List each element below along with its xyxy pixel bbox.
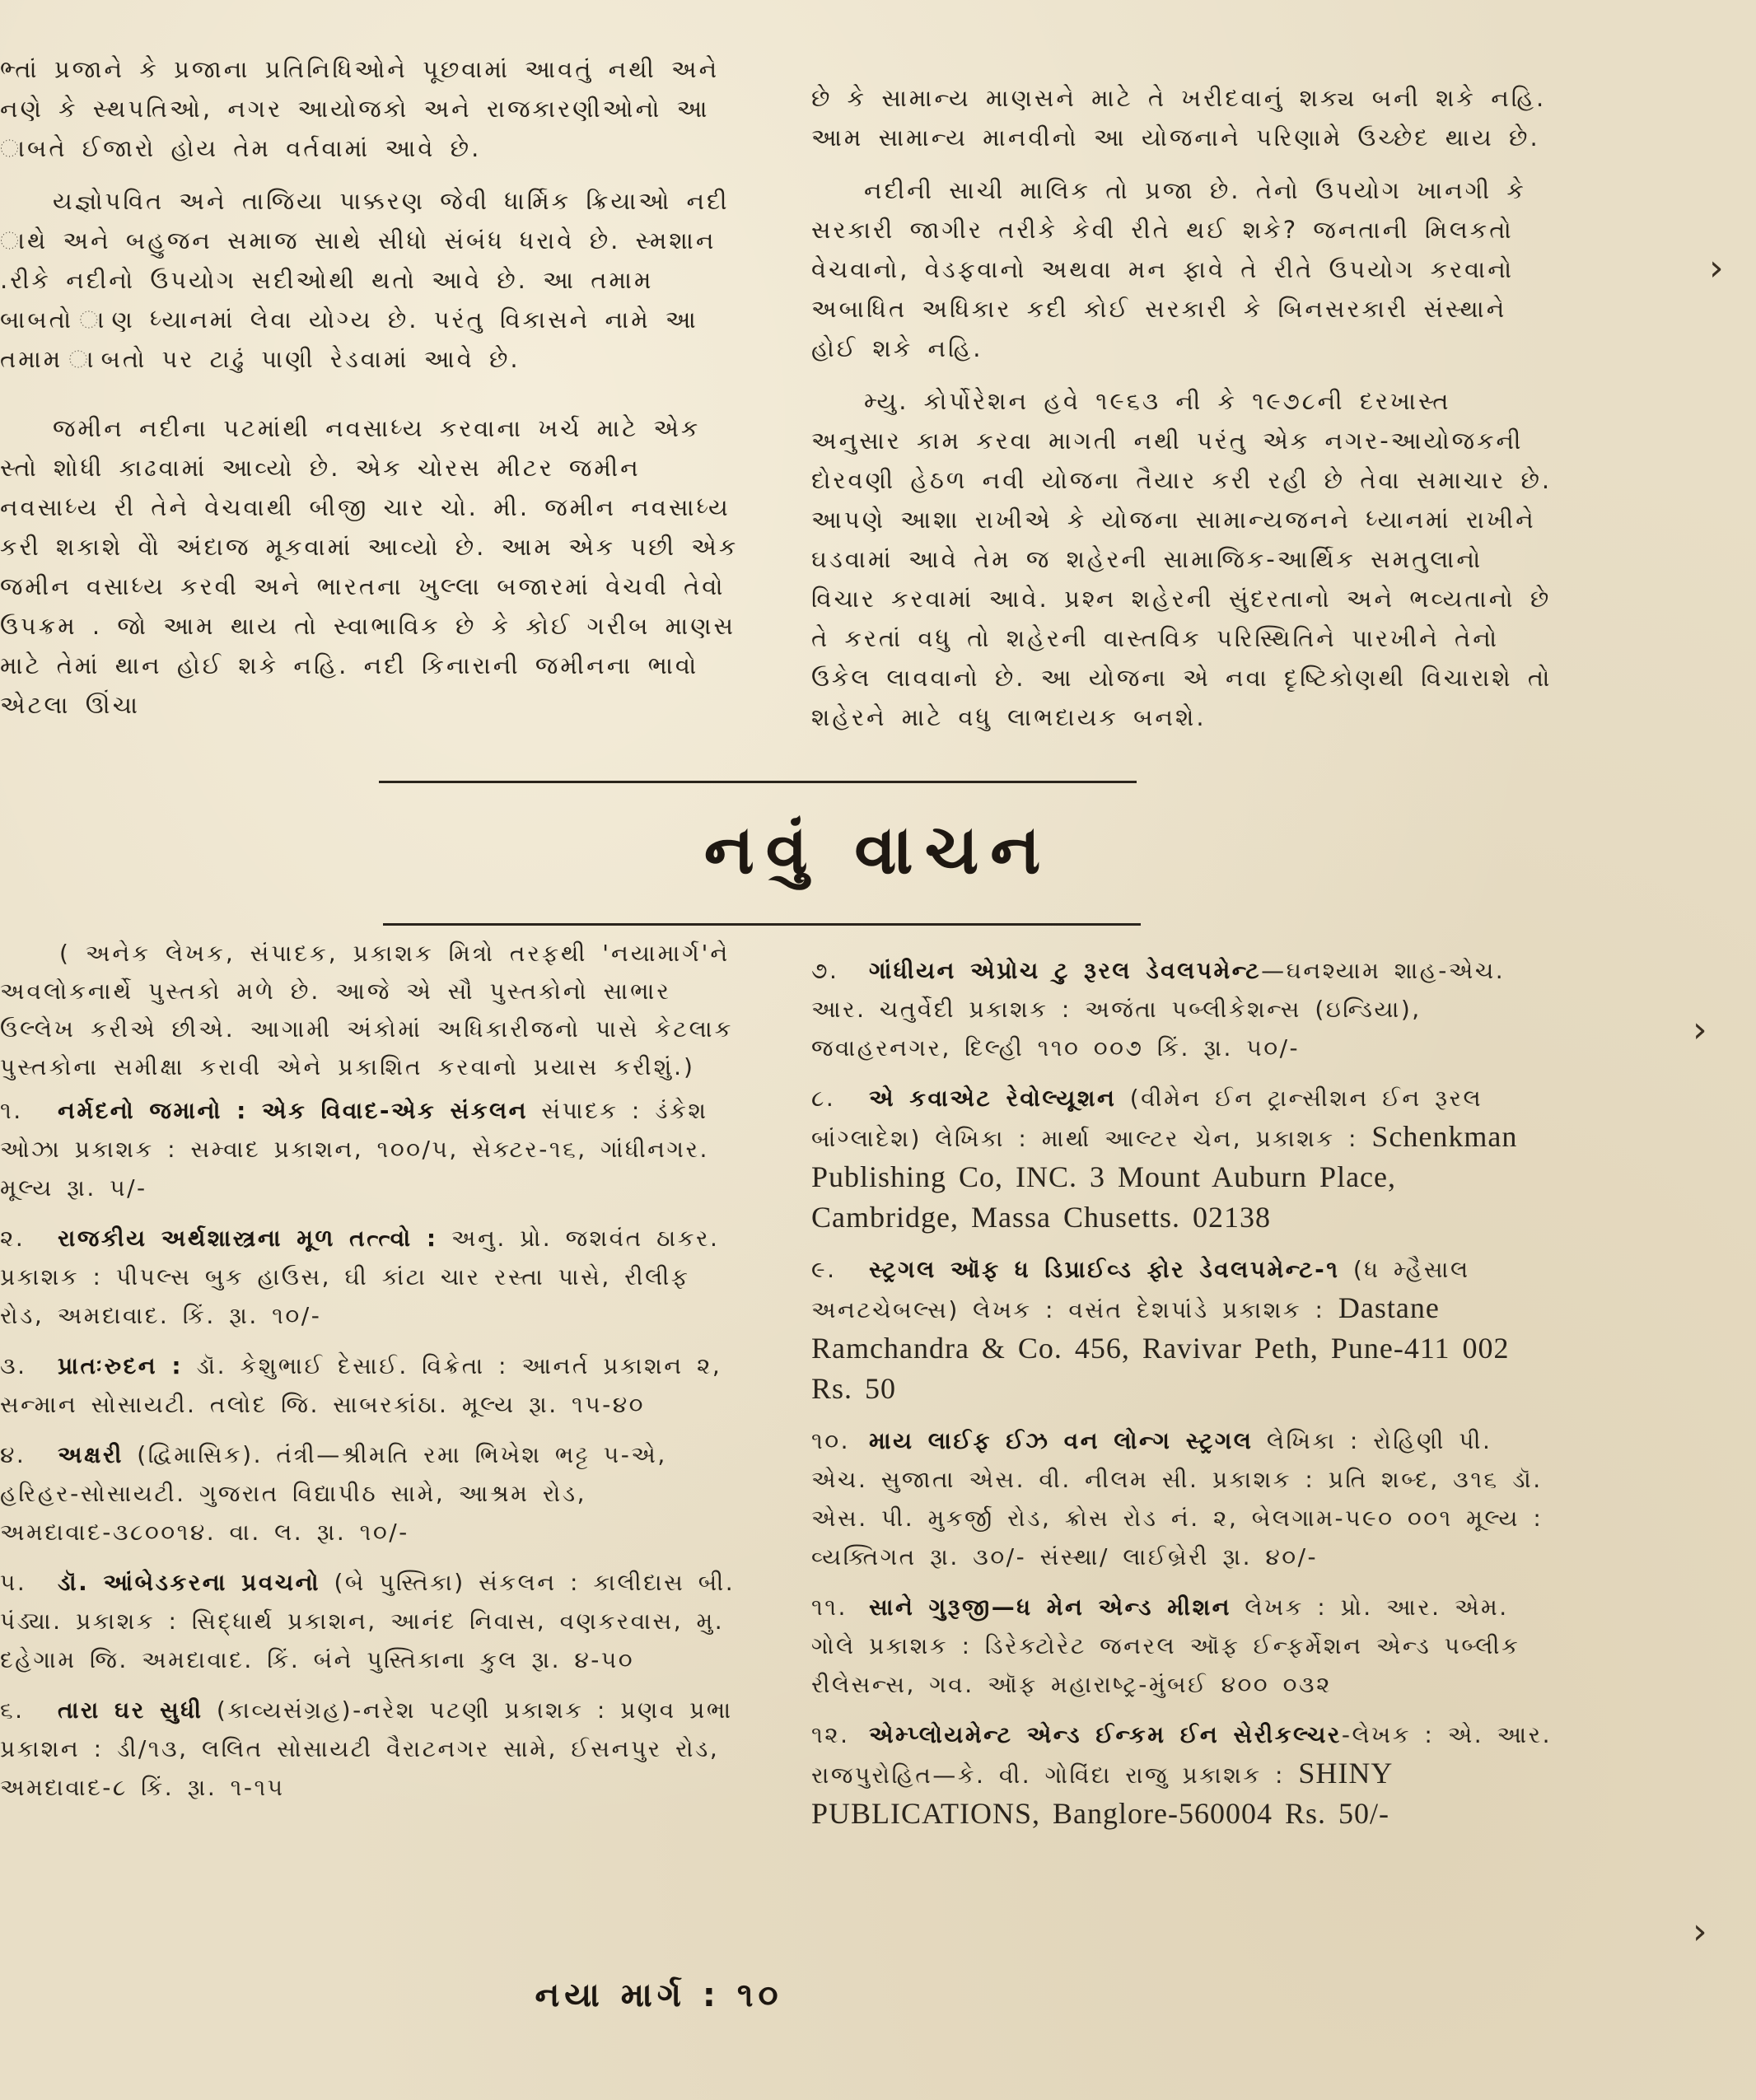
article-paragraph: જમીન નદીના પટમાંથી નવસાધ્ય કરવાના ખર્ચ માટે એક સ્તો શોધી કાઢવામાં આવ્યો છે. એક ચોરસ મીટર જમીન નવસાધ્ય રી તેને વેચવાથી બીજી ચાર ચો. મી. જમીન નવસાધ્ય કરી શકાશે વેો અંદાજ મૂકવામાં આવ્યો છે. આમ એક પછી એક જમીન વસાધ્ય કરવી અને ભારતના ખુલ્લા બજારમાં વેચવી તેવો ઉપક્રમ . જો આમ થાય તો સ્વાભાવિક છે કે કોઈ ગરીબ માણસ માટે તેમાં થાન હોઈ શકે નહિ. નદી કિનારાની જમીનના ભાવો એટલા ઊંચા [0,414,739,719]
article-right-column [811,78,1553,750]
book-details: અનુ. પ્રો. જશવંત ઠાકર. પ્રકાશક : પીપલ્સ બુક હાઉસ, ઘી કાંટા ચાર રસ્તા પાસે, રીલીફ રોડ, અમદાવાદ. કિં. રૂા. ૧૦/- [0,1225,720,1329]
book-entry [811,1715,1553,1835]
entry-number: ૧૨. [811,1721,850,1748]
book-title: રાજકીય અર્થશાસ્ત્રના મૂળ તત્ત્વો : [58,1225,438,1252]
entry-number: ૯. [811,1256,837,1283]
book-details: -લેખક : એ. આર. રાજપુરોહિત—કે. વી. ગોવિંદા રાજુ પ્રકાશક : [811,1721,1553,1789]
book-entry [0,1091,741,1207]
book-title: સાને ગુરૂજી—ધ મેન એન્ડ મીશન [869,1594,1232,1621]
entry-number: ૩. [0,1352,27,1379]
entry-number: ૮. [811,1085,836,1112]
book-title: ડૉ. આંબેડકરના પ્રવચનો [58,1569,321,1596]
book-title: એ કવાએટ રેવોલ્યૂશન [869,1085,1117,1112]
book-title: એમ્પ્લોયમેન્ટ એન્ડ ઈન્કમ ઈન સેરીકલ્ચર [869,1721,1342,1748]
publisher-address: Dastane Ramchandra & Co. 456, Ravivar Peth, Pune-411 002 Rs. 50 [811,1291,1510,1405]
book-entry [811,951,1553,1067]
book-details: (દ્વિમાસિક). તંત્રી—શ્રીમતિ રમા ભિખેશ ભટ્ટ ૫-એ, હરિહર-સોસાયટી. ગુજરાત વિદ્યાપીઠ સામે, આશ્રમ રોડ, અમદાવાદ-૩૮૦૦૧૪. વા. લ. રૂા. ૧૦/- [0,1441,667,1546]
intro-text: ( અનેક લેખક, સંપાદક, પ્રકાશક મિત્રો તરફથી 'નયામાર્ગ'ને અવલોકનાર્થે પુસ્તકો મળે છે. આજે એ સૌ પુસ્તકોનો સાભાર ઉલ્લેખ કરીએ છીએ. આગામી અંકોમાં અધિકારીજનો પાસે કેટલાક પુસ્તકોના સમીક્ષા કરાવી એને પ્રકાશિત કરવાનો પ્રયાસ કરીશું.) [0,940,734,1080]
book-entry [811,1588,1553,1704]
article-paragraph: ભ્તાં પ્રજાને કે પ્રજાના પ્રતિનિધિઓને પૂછવામાં આવતું નથી અને નણે કે સ્થપતિઓ, નગર આયોજકો અને રાજકારણીઓનો આ ાબતે ઈજારો હોય તેમ વર્તવામાં આવે છે. [0,55,720,162]
book-details: લેખક : પ્રો. આર. એમ. ગોલે પ્રકાશક : ડિરેક્ટોરેટ જનરલ ઑફ ઈન્ફર્મેશન એન્ડ પબ્લીક રીલેસન્સ, ગવ. ઑફ મહારાષ્ટ્ર-મુંબઈ ૪૦૦ ૦૩૨ [811,1594,1520,1698]
book-title: પ્રાતઃરુદન : [58,1352,184,1379]
book-title: નર્મદનો જમાનો : એક વિવાદ-એક સંકલન [58,1097,528,1124]
book-details: —ઘનશ્યામ શાહ-એચ. આર. ચતુર્વેદી પ્રકાશક : અજંતા પબ્લીકેશન્સ (ઇન્ડિયા), જવાહરનગર, દિલ્હી ૧૧૦ ૦૦૭ કિં. રૂા. ૫૦/- [811,957,1506,1062]
book-list-left [0,935,741,1818]
book-title: માય લાઈફ ઈઝ વન લોન્ગ સ્ટ્રગલ [869,1427,1254,1454]
book-title: અક્ષરી [58,1441,124,1468]
book-entry [0,1346,741,1424]
book-details: (ધ મ્હૈસાલ અનટચેબલ્સ) લેખક : વસંત દેશપાંડે પ્રકાશક : [811,1256,1470,1323]
margin-wear-mark: › [1693,1009,1707,1051]
book-title: ગાંધીયન એપ્રોચ ટુ રૂરલ ડેવલપમેન્ટ [869,957,1262,984]
book-details: (વીમેન ઈન ટ્રાન્સીશન ઈન રૂરલ બાંગ્લાદેશ) લેખિકા : માર્થા આલ્ટર ચેન, પ્રકાશક : [811,1085,1483,1152]
book-entry [0,1563,741,1679]
margin-wear-mark: › [1693,1911,1707,1953]
book-details: લેખિકા : રોહિણી પી. એચ. સુજાતા એસ. વી. નીલમ સી. પ્રકાશક : પ્રતિ શબ્દ, ૩૧૬ ડૉ. એસ. પી. મુકર્જી રોડ, ક્રોસ રોડ નં. ૨, બેલગામ-૫૯૦ ૦૦૧ મૂલ્ય : વ્યક્તિગત રૂા. ૩૦/- સંસ્થા/ લાઈબ્રેરી રૂા. ૪૦/- [811,1427,1544,1570]
book-details: ડૉ. કેશુભાઈ દેસાઈ. વિક્રેતા : આનર્ત પ્રકાશન ૨, સન્માન સોસાયટી. તલોદ જિ. સાબરકાંઠા. મૂલ્ય રૂા. ૧૫-૪૦ [0,1352,722,1418]
divider-rule [383,923,1141,926]
section-title: નવું વાચન [703,811,1053,889]
book-title: તારા ઘર સુધી [58,1696,203,1724]
intro-note [0,935,741,1086]
entry-number: ૪. [0,1441,26,1468]
page-footer: નયા માર્ગ : ૧૦ [535,1976,783,2014]
article-paragraph: યજ્ઞોપવિત અને તાજિયા પાક્કરણ જેવી ધાર્મિક ક્રિયાઓ નદી ાથે અને બહુજન સમાજ સાથે સીધો સંબંધ ધરાવે છે. સ્મશાન .રીકે નદીનો ઉપયોગ સદીઓથી થતો આવે છે. આ તમામ બાબતો ાણ ધ્યાનમાં લેવા યોગ્ય છે. પરંતુ વિકાસને નામે આ તમામ ાબતો પર ટાઢું પાણી રેડવામાં આવે છે. [0,187,730,373]
entry-number: ૧૦. [811,1427,850,1454]
book-entry [0,1435,741,1552]
article-paragraph: છે કે સામાન્ય માણસને માટે તે ખરીદવાનું શક્ય બની શકે નહિ. આમ સામાન્ય માનવીનો આ યોજનાને પરિણામે ઉચ્છેદ થાય છે. [811,84,1547,152]
article-paragraph: મ્યુ. કોર્પોરેશન હવે ૧૯૬૩ ની કે ૧૯૭૮ની દરખાસ્ત અનુસાર કામ કરવા માગતી નથી પરંતુ એક નગર-આયોજકની દોરવણી હેઠળ નવી યોજના તૈયાર કરી રહી છે તેવા સમાચાર છે. આપણે આશા રાખીએ કે યોજના સામાન્યજનને ધ્યાનમાં રાખીને ઘડવામાં આવે તેમ જ શહેરની સામાજિક-આર્થિક સમતુલાનો વિચાર કરવામાં આવે. પ્રશ્ન શહેરની સુંદરતાનો અને ભવ્યતાનો છે તે કરતાં વધુ તો શહેરની વાસ્તવિક પરિસ્થિતિને પારખીને તેનો ઉકેલ લાવવાનો છે. આ યોજના એ નવા દૃષ્ટિકોણથી વિચારાશે તો શહેરને માટે વધુ લાભદાયક બનશે. [811,387,1553,731]
publisher-address: SHINY PUBLICATIONS, Banglore-560004 Rs. 50/- [811,1757,1393,1830]
book-entry [811,1250,1553,1410]
divider-rule [379,781,1137,783]
book-entry [811,1079,1553,1239]
entry-number: ૭. [811,957,839,984]
entry-number: ૫. [0,1569,27,1596]
entry-number: ૨. [0,1225,26,1252]
entry-number: ૧. [0,1097,23,1124]
book-details: (બે પુસ્તિકા) સંકલન : કાલીદાસ બી. પંડ્યા. પ્રકાશક : સિદ્ધાર્થ પ્રકાશન, આનંદ નિવાસ, વણકરવાસ, મુ. દહેગામ જિ. અમદાવાદ. કિં. બંને પુસ્તિકાના કુલ રૂા. ૪-૫૦ [0,1569,736,1673]
book-details: (કાવ્યસંગ્રહ)-નરેશ પટણી પ્રકાશક : પ્રણવ પ્રભા પ્રકાશન : ડી/૧૩, લલિત સોસાયટી વૈરાટનગર સામે, ઈસનપુર રોડ, અમદાવાદ-૮ કિં. રૂા. ૧-૧૫ [0,1696,733,1801]
book-entry [0,1691,741,1807]
article-left-column [0,49,741,738]
entry-number: ૧૧. [811,1594,848,1621]
book-details: સંપાદક : ડંકેશ ઓઝા પ્રકાશક : સમ્વાદ પ્રકાશન, ૧૦૦/૫, સેક્ટર-૧૬, ગાંધીનગર. મૂલ્ય રૂા. ૫/- [0,1097,709,1202]
book-list-right [811,951,1553,1846]
book-entry [811,1421,1553,1576]
publisher-address: Schenkman Publishing Co, INC. 3 Mount Auburn Place, Cambridge, Massa Chusetts. 02138 [811,1120,1518,1234]
book-entry [0,1219,741,1335]
article-paragraph: નદીની સાચી માલિક તો પ્રજા છે. તેનો ઉપયોગ ખાનગી કે સરકારી જાગીર તરીકે કેવી રીતે થઈ શકે? જનતાની મિલકતો વેચવાનો, વેડફવાનો અથવા મન ફાવે તે રીતે ઉપયોગ કરવાનો અબાધિત અધિકાર કદી કોઈ સરકારી કે બિનસરકારી સંસ્થાને હોઈ શકે નહિ. [811,176,1526,362]
margin-wear-mark: › [1709,247,1724,289]
entry-number: ૬. [0,1696,25,1724]
book-title: સ્ટ્રગલ ઑફ ધ ડિપ્રાઈવ્ડ ફોર ડેવલપમેન્ટ-૧ [869,1256,1340,1283]
